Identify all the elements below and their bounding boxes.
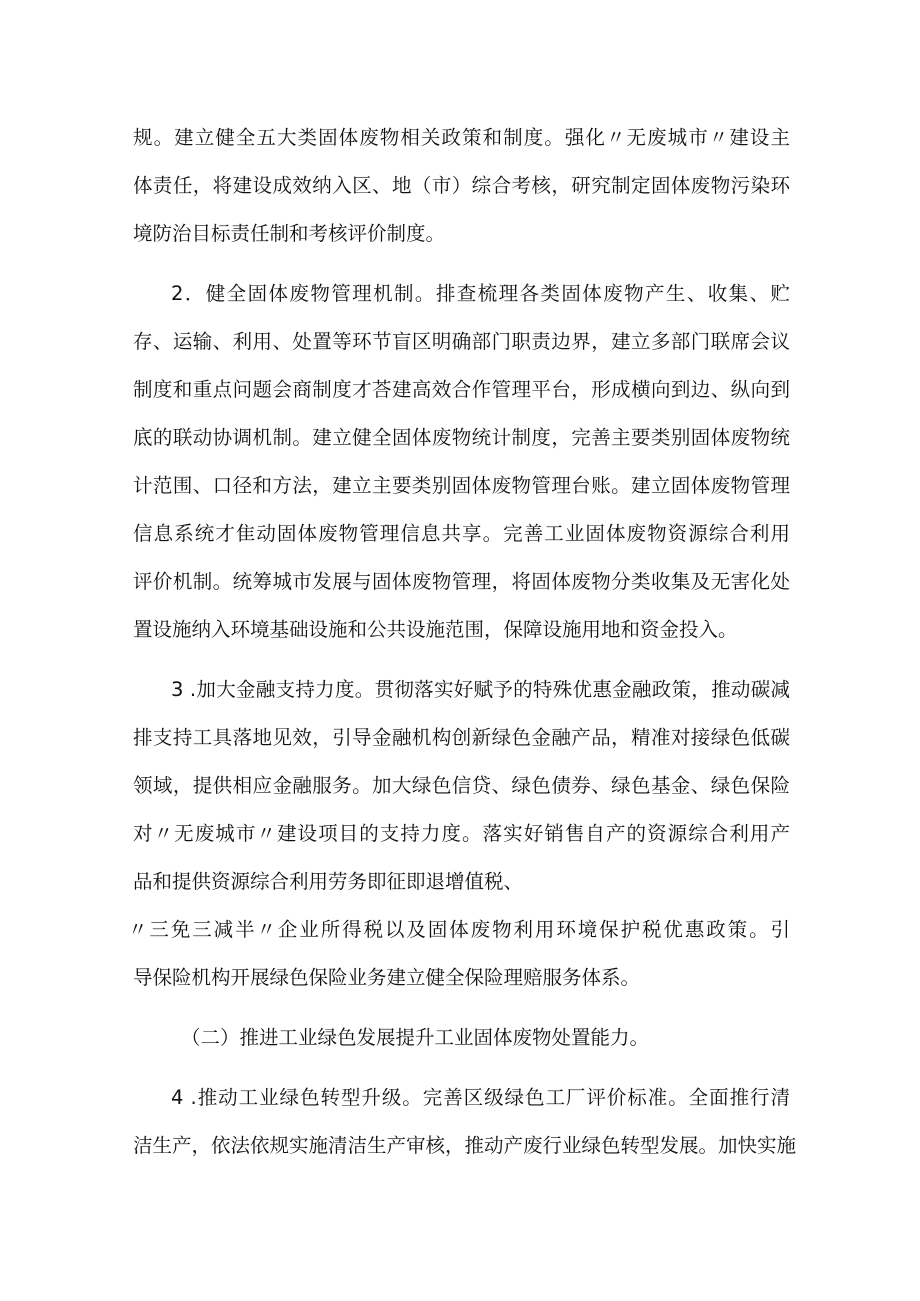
text-line: 规。建立健全五大类固体废物相关政策和制度。强化〃无废城市〃建设主 (133, 126, 790, 149)
text-line: 境防治目标责任制和考核评价制度。 (133, 222, 446, 245)
text-line: 体责任，将建设成效纳入区、地（市）综合考核，研究制定固体废物污染环 (133, 174, 790, 197)
text-line: 3 .加大金融支持力度。贯彻落实好赋予的特殊优惠金融政策，推动碳减 (171, 678, 790, 701)
text-line: 4 .推动工业绿色转型升级。完善区级绿色工厂评价标准。全面推行清 (171, 1086, 790, 1109)
text-line: 导保险机构开展绿色保险业务建立健全保险理赔服务体系。 (133, 966, 641, 989)
text-line: 2．健全固体废物管理机制。排查梳理各类固体废物产生、收集、贮 (171, 282, 790, 305)
text-line: 计范围、口径和方法，建立主要类别固体废物管理台账。建立固体废物管理 (133, 474, 790, 497)
text-line: 信息系统才隹动固体废物管理信息共享。完善工业固体废物资源综合利用 (133, 522, 790, 545)
text-line: 存、运输、利用、处置等环节盲区明确部门职责边界，建立多部门联席会议 (133, 330, 790, 353)
heading-line: （二）推进工业绿色发展提升工业固体废物处置能力。 (181, 1026, 650, 1049)
text-line: 洁生产，依法依规实施清洁生产审核，推动产废行业绿色转型发展。加快实施 (133, 1134, 797, 1157)
text-line: 排支持工具落地见效，引导金融机构创新绿色金融产品，精准对接绿色低碳 (133, 726, 790, 749)
text-line: 评价机制。统筹城市发展与固体废物管理，将固体废物分类收集及无害化处 (133, 570, 790, 593)
text-line: 制度和重点问题会商制度才荅建高效合作管理平台，形成横向到边、纵向到 (133, 378, 790, 401)
text-line: 〃三免三减半〃企业所得税以及固体废物利用环境保护税优惠政策。引 (128, 918, 790, 941)
text-line: 置设施纳入环境基础设施和公共设施范围，保障设施用地和资金投入。 (133, 618, 738, 641)
text-line: 领域，提供相应金融服务。加大绿色信贷、绿色债券、绿色基金、绿色保险 (133, 774, 790, 797)
text-line: 品和提供资源综合利用劳务即征即退增值税、 (133, 870, 524, 893)
text-line: 底的联动协调机制。建立健全固体废物统计制度，完善主要类别固体废物统 (133, 426, 790, 449)
text-line: 对〃无废城市〃建设项目的支持力度。落实好销售自产的资源综合利用产 (133, 822, 790, 845)
